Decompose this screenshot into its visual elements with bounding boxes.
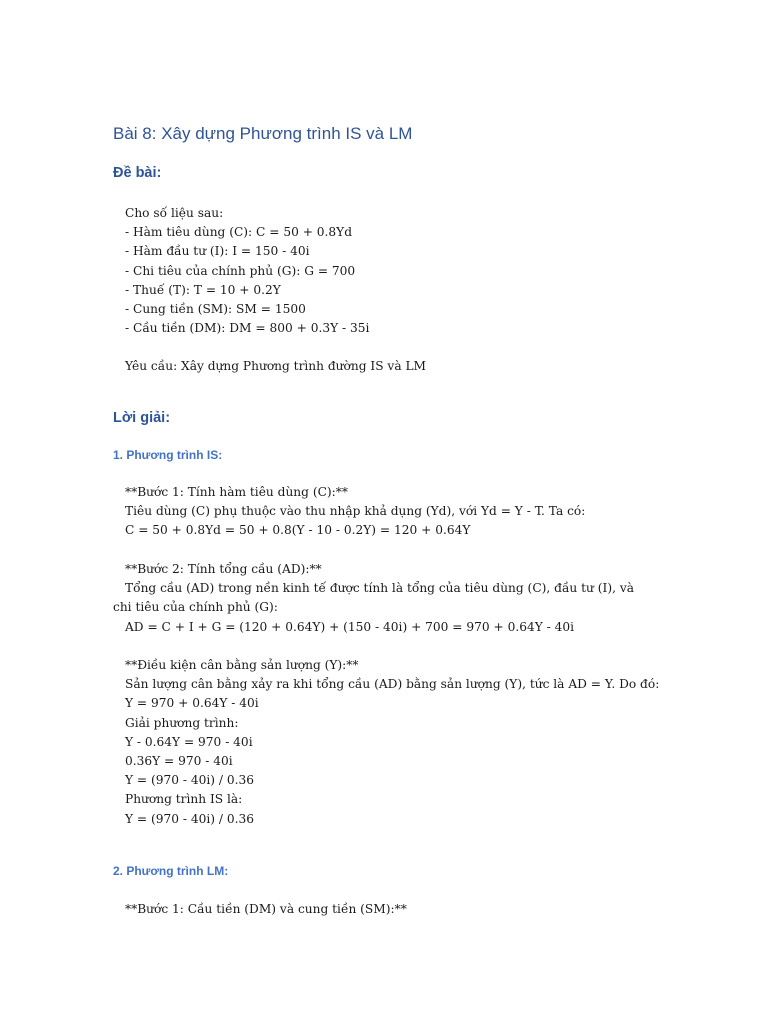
step-line: **Bước 1: Cầu tiền (DM) và cung tiền (SM):**: [125, 902, 407, 916]
step-formula: AD = C + I + G = (120 + 0.64Y) + (150 - 40i) + 700 = 970 + 0.64Y - 40i: [125, 619, 575, 634]
step-paragraph: Tổng cầu (AD) trong nền kinh tế được tính là tổng của tiêu dùng (C), đầu tư (I), và chi tiêu của chính phủ (G):: [113, 581, 634, 615]
is-equilibrium: [113, 656, 660, 829]
step-line: Tiêu dùng (C) phụ thuộc vào thu nhập khả dụng (Yd), với Yd = Y - T. Ta có:: [125, 504, 586, 519]
step-line: 0.36Y = 970 - 40i: [125, 754, 233, 769]
step-line: **Điều kiện cân bằng sản lượng (Y):**: [125, 658, 359, 672]
step-line: Y - 0.64Y = 970 - 40i: [125, 734, 253, 749]
step-line: **Bước 2: Tính tổng cầu (AD):**: [125, 562, 322, 576]
problem-line: - Cầu tiền (DM): DM = 800 + 0.3Y - 35i: [125, 321, 370, 336]
solution-heading: Lời giải:: [113, 410, 171, 426]
lm-section-heading: 2. Phương trình LM:: [113, 864, 229, 878]
problem-line: - Cung tiền (SM): SM = 1500: [125, 302, 306, 317]
is-section-heading: 1. Phương trình IS:: [113, 448, 223, 462]
step-line: C = 50 + 0.8Yd = 50 + 0.8(Y - 10 - 0.2Y) = 120 + 0.64Y: [125, 523, 471, 538]
step-line: Phương trình IS là:: [125, 792, 243, 807]
document-title: Bài 8: Xây dựng Phương trình IS và LM: [113, 124, 413, 143]
step-line: Giải phương trình:: [125, 715, 239, 730]
is-step2: [113, 560, 653, 637]
step-line: **Bước 1: Tính hàm tiêu dùng (C):**: [125, 485, 348, 499]
step-line: Y = (970 - 40i) / 0.36: [125, 811, 255, 826]
requirement-text: Yêu cầu: Xây dựng Phương trình đường IS và LM: [125, 359, 427, 373]
is-step1: [113, 483, 653, 541]
problem-line: - Thuế (T): T = 10 + 0.2Y: [125, 282, 281, 297]
step-line: Y = 970 + 0.64Y - 40i: [125, 696, 259, 711]
step-line: Y = (970 - 40i) / 0.36: [125, 773, 255, 788]
problem-heading: Đề bài:: [113, 165, 162, 181]
problem-line: - Hàm tiêu dùng (C): C = 50 + 0.8Yd: [125, 225, 353, 240]
problem-line: Cho số liệu sau:: [125, 206, 224, 220]
problem-line: - Hàm đầu tư (I): I = 150 - 40i: [125, 244, 310, 259]
step-line: Sản lượng cân bằng xảy ra khi tổng cầu (AD) bằng sản lượng (Y), tức là AD = Y. Do đó:: [125, 677, 660, 692]
problem-data-list: [113, 204, 653, 338]
lm-step1: [113, 900, 653, 919]
problem-line: - Chi tiêu của chính phủ (G): G = 700: [125, 263, 356, 278]
